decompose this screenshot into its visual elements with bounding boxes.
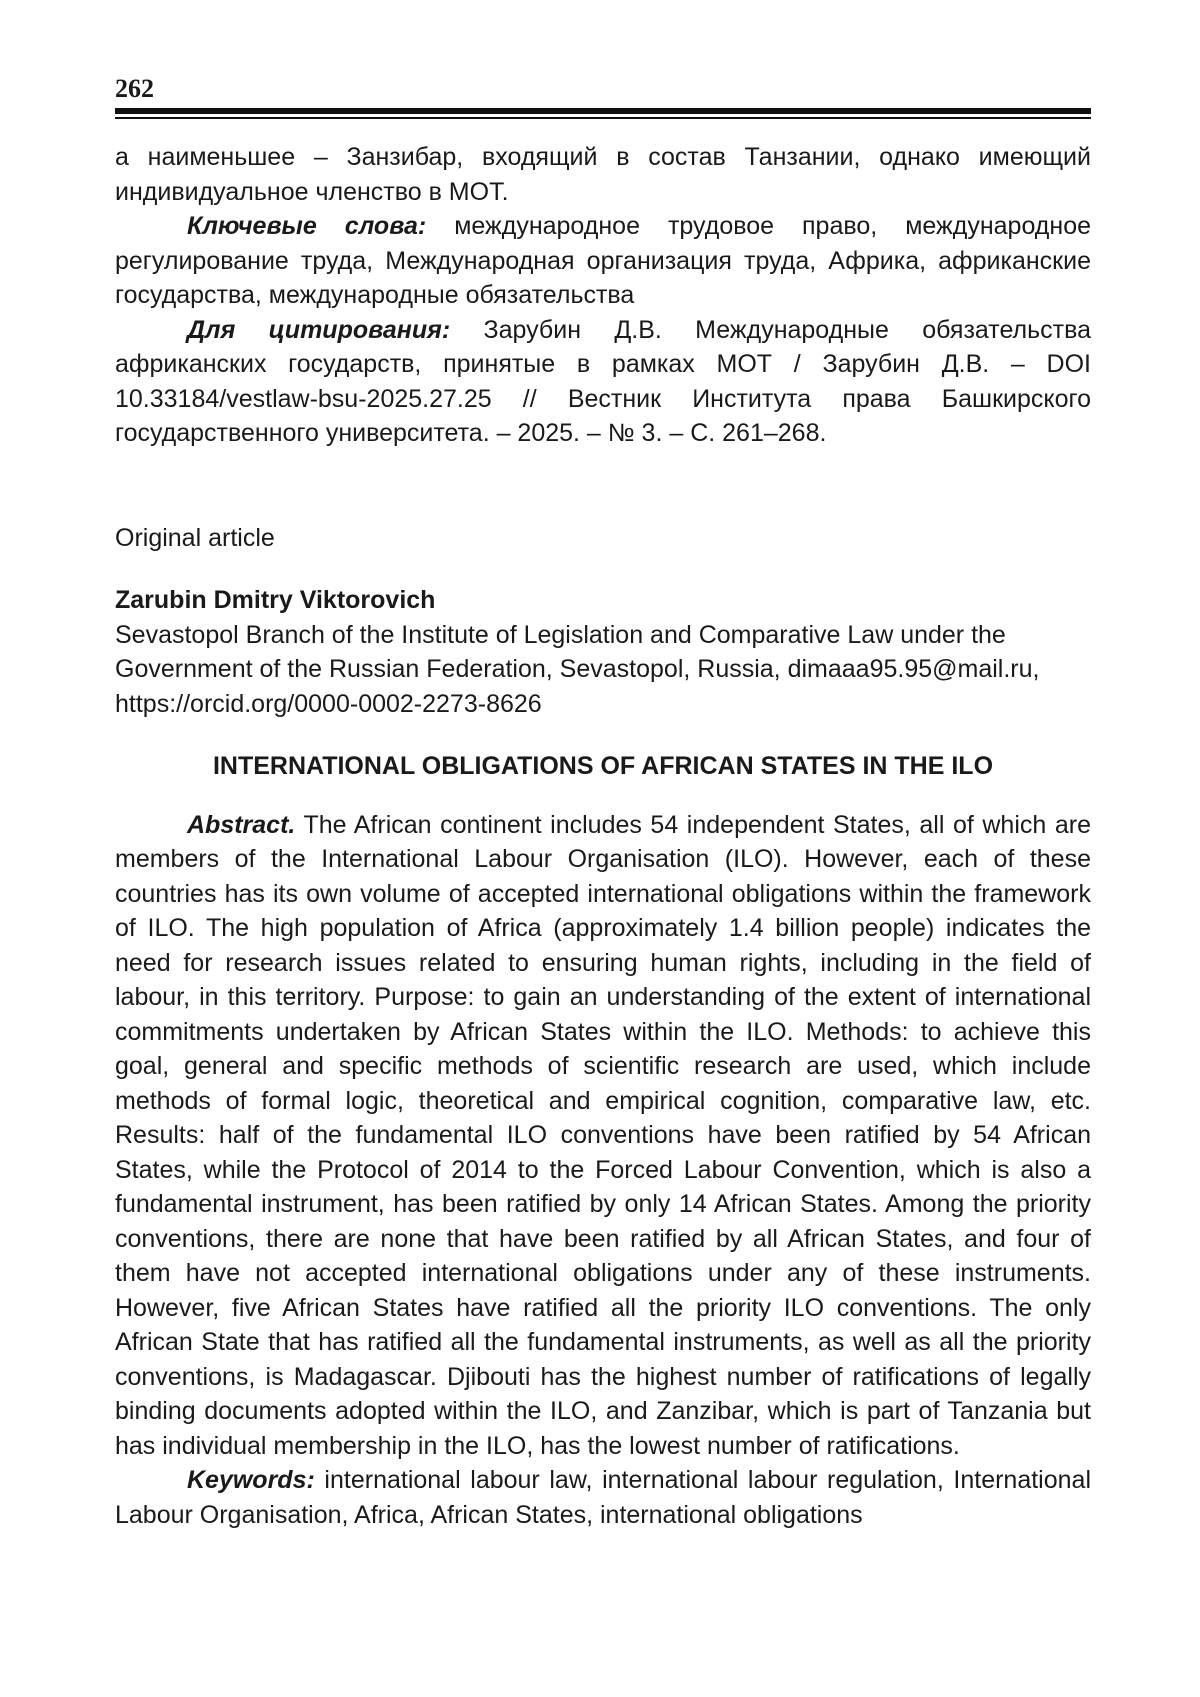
en-abstract bbox=[115, 808, 1091, 1464]
article-title: INTERNATIONAL OBLIGATIONS OF AFRICAN STATES IN THE ILO bbox=[212, 752, 994, 780]
en-abstract-text: The African continent includes 54 independent States, all of which are members of the International Labour Organisation (ILO). However, each of these countries has its own volume of accepted international obligations within the framework of ILO. The high population of Africa (approximately 1.4 billion people) indicates the need for research issues related to ensuring human rights, including in the field of labour, in this territory. Purpose: to gain an understanding of the extent of international commitments undertaken by African States within the ILO. Methods: to achieve this goal, general and specific methods of scientific research are used, which include methods of formal logic, theoretical and empirical cognition, comparative law, etc. Results: half of the fundamental ILO conventions have been ratified by 54 African States, while the Protocol of 2014 to the Forced Labour Convention, which is also a fundamental instrument, has been ratified by only 14 African States. Among the priority conventions, there are none that have been ratified by all African States, and four of them have not accepted international obligations under any of these instruments. However, five African States have ratified all the priority ILO conventions. The only African State that has ratified all the fundamental instruments, as well as all the priority conventions, is Madagascar. Djibouti has the highest number of ratifications of legally binding documents adopted within the ILO, and Zanzibar, which is part of Tanzania but has individual membership in the ILO, has the lowest number of ratifications. bbox=[115, 810, 1091, 1460]
ru-keywords bbox=[115, 209, 1091, 313]
article-type: Original article bbox=[115, 523, 275, 552]
page-content bbox=[115, 140, 1091, 1532]
ru-citation-label: Для цитирования: bbox=[187, 315, 451, 344]
en-keywords-label: Keywords: bbox=[187, 1466, 315, 1494]
en-abstract-label: Abstract. bbox=[187, 810, 296, 839]
page-number: 262 bbox=[115, 74, 154, 103]
en-keywords bbox=[115, 1463, 1091, 1532]
author-name: Zarubin Dmitry Viktorovich bbox=[115, 586, 436, 614]
ru-keywords-label: Ключевые слова: bbox=[187, 212, 427, 240]
header-rule-thin bbox=[115, 117, 1091, 119]
en-keywords-text: international labour law, international labour regulation, International Labour Organisation, Africa, African States, international obligations bbox=[115, 1466, 1091, 1529]
header-rule-thick bbox=[115, 108, 1091, 114]
ru-abstract-continuation: а наименьшее – Занзибар, входящий в состав Танзании, однако имеющий индивидуальное членство в МОТ. bbox=[115, 143, 1091, 206]
author-affiliation: Sevastopol Branch of the Institute of Legislation and Comparative Law under the Government of the Russian Federation, Sevastopol, Russia, dimaaa95.95@mail.ru, https://orcid.org/0000-0002-2273-8626 bbox=[115, 620, 1040, 718]
ru-citation bbox=[115, 313, 1091, 451]
ru-citation-text: Зарубин Д.В. Международные обязательства африканских государств, принятые в рамках МОТ / Зарубин Д.В. – DOI 10.33184/vestlaw-bsu-2025.27.25 // Вестник Института права Башкирского государственного университета. – 2025. – № 3. – С. 261–268. bbox=[115, 315, 1091, 447]
ru-keywords-text: международное трудовое право, международное регулирование труда, Международная организация труда, Африка, африканские государства, международные обязательства bbox=[115, 212, 1092, 309]
